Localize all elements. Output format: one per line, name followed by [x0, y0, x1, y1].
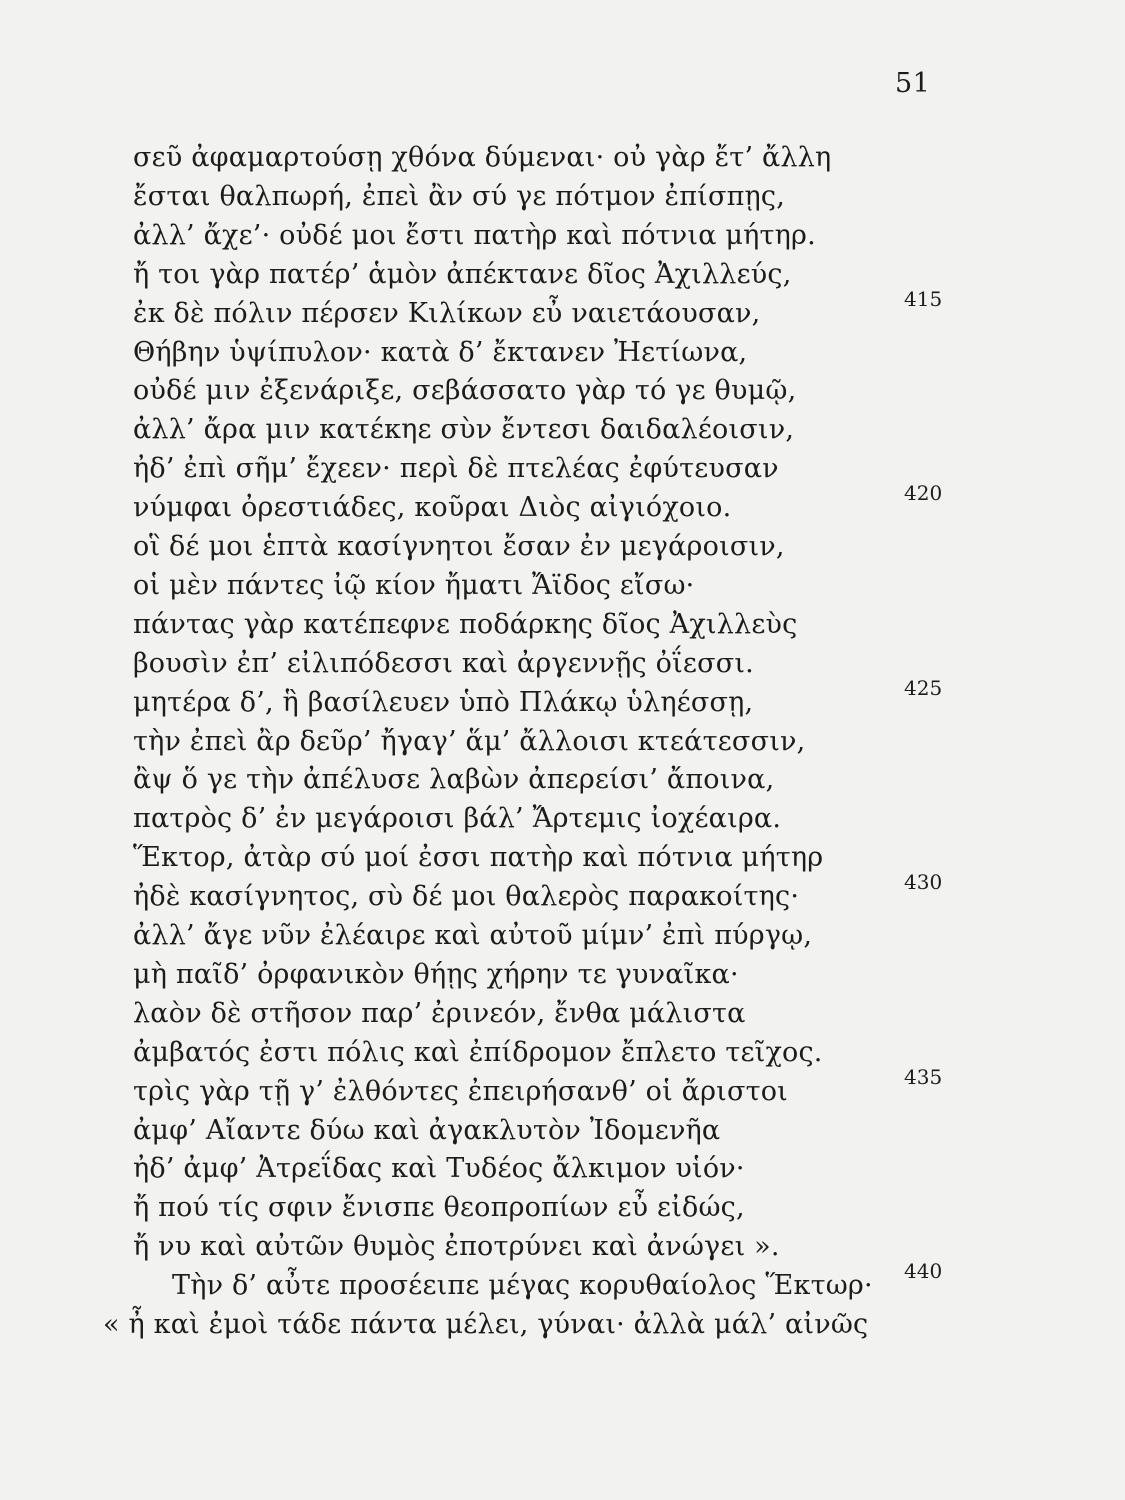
- verse-line: ἤ τοι γὰρ πατέρ’ ἁμὸν ἀπέκτανε δῖος Ἀχιλλεύς,: [133, 259, 792, 290]
- line-number: 440: [904, 1259, 943, 1283]
- verse-line: ἀμφ’ Αἴαντε δύω καὶ ἀγακλυτὸν Ἰδομενῆα: [133, 1115, 721, 1146]
- verse-line: ἀλλ’ ἄρα μιν κατέκηε σὺν ἔντεσι δαιδαλέοισιν,: [133, 414, 795, 445]
- verse-line: πάντας γὰρ κατέπεφνε ποδάρκης δῖος Ἀχιλλεὺς: [133, 609, 798, 640]
- verse-line: ἤ νυ καὶ αὐτῶν θυμὸς ἐποτρύνει καὶ ἀνώγει ».: [133, 1231, 780, 1262]
- page-number: 51: [895, 68, 931, 99]
- line-number: 430: [904, 870, 943, 894]
- verse-line: οἱ μὲν πάντες ἰῷ κίον ἤματι Ἄϊδος εἴσω·: [133, 570, 695, 601]
- verse-line: τὴν ἐπεὶ ἂρ δεῦρ’ ἤγαγ’ ἅμ’ ἄλλοισι κτεάτεσσιν,: [133, 726, 806, 757]
- verse-line: Ἕκτορ, ἀτὰρ σύ μοί ἐσσι πατὴρ καὶ πότνια μήτηρ: [133, 842, 824, 873]
- verse-line: νύμφαι ὀρεστιάδες, κοῦραι Διὸς αἰγιόχοιο.: [133, 492, 732, 523]
- verse-line: ἀλλ’ ἄγε νῦν ἐλέαιρε καὶ αὐτοῦ μίμν’ ἐπὶ πύργῳ,: [133, 920, 813, 951]
- verse-line: ἔσται θαλπωρή, ἐπεὶ ἂν σύ γε πότμον ἐπίσπῃς,: [133, 181, 786, 212]
- verse-line: μὴ παῖδ’ ὀρφανικὸν θήῃς χήρην τε γυναῖκα·: [133, 959, 739, 990]
- verse-line: Τὴν δ’ αὖτε προσέειπε μέγας κορυθαίολος Ἕκτωρ·: [172, 1270, 873, 1301]
- verse-line: λαὸν δὲ στῆσον παρ’ ἐρινεόν, ἔνθα μάλιστα: [133, 998, 746, 1029]
- verse-line: μητέρα δ’, ἣ βασίλευεν ὑπὸ Πλάκῳ ὑληέσσῃ,: [133, 687, 754, 718]
- verse-line: ἀλλ’ ἄχε’· οὐδέ μοι ἔστι πατὴρ καὶ πότνια μήτηρ.: [133, 220, 816, 251]
- verse-line: ἠδ’ ἐπὶ σῆμ’ ἔχεεν· περὶ δὲ πτελέας ἐφύτευσαν: [133, 453, 779, 484]
- verse-line: « ἦ καὶ ἐμοὶ τάδε πάντα μέλει, γύναι· ἀλλὰ μάλ’ αἰνῶς: [103, 1309, 869, 1340]
- verse-line: ἂψ ὅ γε τὴν ἀπέλυσε λαβὼν ἀπερείσι’ ἄποινα,: [133, 764, 775, 795]
- verse-line: οἳ δέ μοι ἑπτὰ κασίγνητοι ἔσαν ἐν μεγάροισιν,: [133, 531, 785, 562]
- line-number: 425: [904, 676, 943, 700]
- line-number: 415: [904, 287, 943, 311]
- verse-line: Θήβην ὑψίπυλον· κατὰ δ’ ἔκτανεν Ἠετίωνα,: [133, 337, 748, 368]
- verse-line: τρὶς γὰρ τῇ γ’ ἐλθόντες ἐπειρήσανθ’ οἱ ἄριστοι: [133, 1076, 788, 1107]
- verse-line: ἀμβατός ἐστι πόλις καὶ ἐπίδρομον ἔπλετο τεῖχος.: [133, 1037, 823, 1068]
- verse-line: ἠδὲ κασίγνητος, σὺ δέ μοι θαλερὸς παρακοίτης·: [133, 881, 800, 912]
- verse-line: ἠδ’ ἀμφ’ Ἀτρεΐδας καὶ Τυδέος ἄλκιμον υἱόν·: [133, 1153, 745, 1184]
- verse-line: πατρὸς δ’ ἐν μεγάροισι βάλ’ Ἄρτεμις ἰοχέαιρα.: [133, 803, 782, 834]
- line-number: 435: [904, 1065, 943, 1089]
- verse-line: ἐκ δὲ πόλιν πέρσεν Κιλίκων εὖ ναιετάουσαν,: [133, 298, 761, 329]
- verse-line: βουσὶν ἐπ’ εἰλιπόδεσσι καὶ ἀργεννῇς ὀΐεσσι.: [133, 648, 754, 679]
- verse-line: ἤ πού τίς σφιν ἔνισπε θεοπροπίων εὖ εἰδώς,: [133, 1192, 745, 1223]
- verse-line: οὐδέ μιν ἐξενάριξε, σεβάσσατο γὰρ τό γε θυμῷ,: [133, 375, 797, 406]
- verse-line: σεῦ ἀφαμαρτούσῃ χθόνα δύμεναι· οὐ γὰρ ἔτ’ ἄλλη: [133, 142, 832, 173]
- line-number: 420: [904, 481, 943, 505]
